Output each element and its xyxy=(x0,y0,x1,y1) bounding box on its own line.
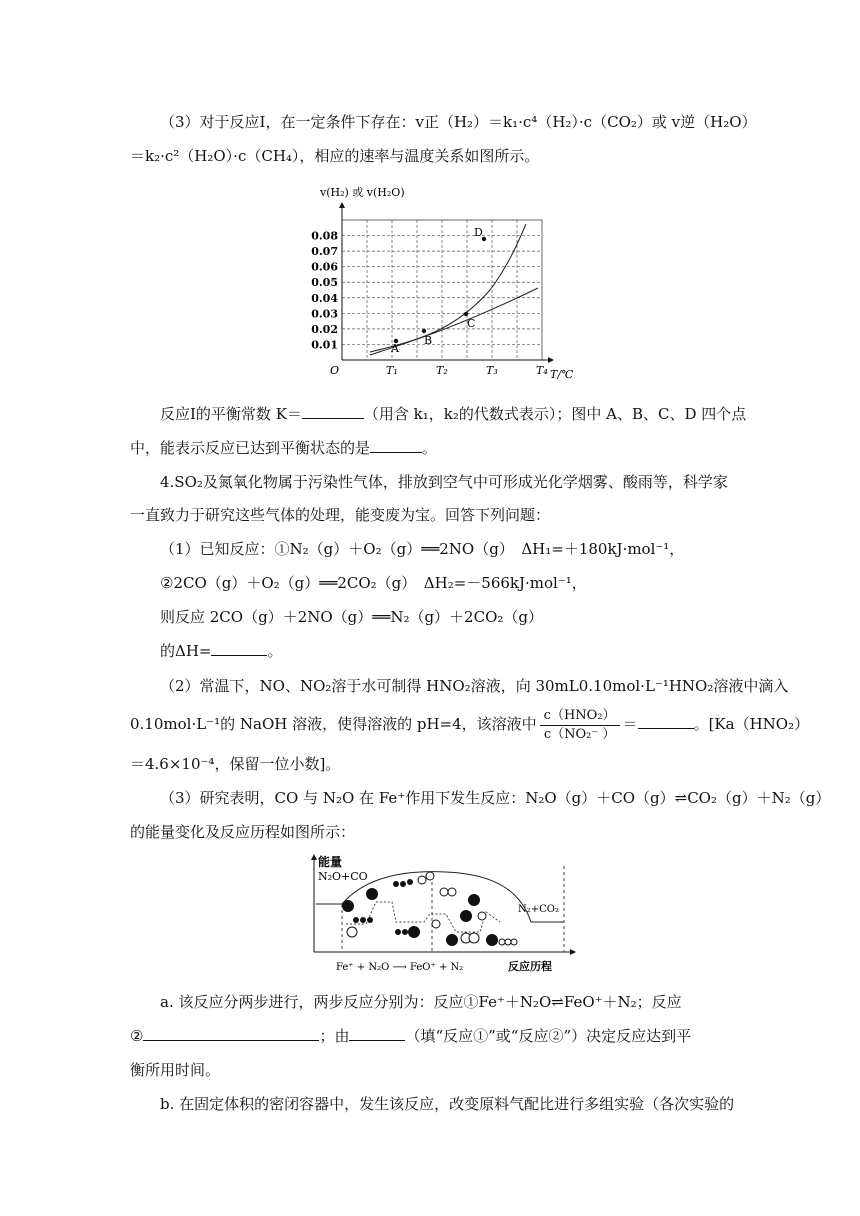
chart-y-tick-label: 0.06 xyxy=(311,260,338,274)
chart-y-tick-label: 0.08 xyxy=(311,229,338,243)
chart-y-tick-label: 0.03 xyxy=(311,307,338,321)
answer-blank-equilibrium-point[interactable] xyxy=(370,438,422,453)
answer-blank-k[interactable] xyxy=(302,404,364,419)
energy-profile-diagram xyxy=(296,852,580,974)
equilibrium-question-text: 中，能表示反应已达到平衡状态的是 xyxy=(130,439,371,457)
q4-part3-line2: 的能量变化及反应历程如图所示： xyxy=(130,823,356,841)
chart-x-tick-label: T₁ xyxy=(386,364,398,377)
q4-part1-line3: 则反应 2CO（g）＋2NO（g）══N₂（g）＋2CO₂（g） xyxy=(160,608,543,626)
k-question-text-a: 反应Ⅰ的平衡常数 K＝ xyxy=(160,405,302,423)
equilibrium-question-end: 。 xyxy=(422,439,438,457)
chart-xlabel: T/℃ xyxy=(550,368,574,380)
answer-blank-ratio[interactable] xyxy=(638,714,694,729)
k-question-text-b: （用含 k₁，k₂的代数式表示）；图中 A、B、C、D 四个点 xyxy=(363,405,747,423)
answer-blank-rate-determining[interactable] xyxy=(349,1026,405,1041)
part-a-line2 xyxy=(130,1026,691,1046)
chart-y-tick-label: 0.07 xyxy=(311,245,338,259)
chart-point-b xyxy=(422,329,426,333)
q4-part3-line1: （3）研究表明，CO 与 N₂O 在 Fe⁺作用下发生反应：N₂O（g）＋CO（g）⇌CO₂（g）＋N₂（g） xyxy=(160,789,831,807)
chart-curve-v-h2 xyxy=(370,224,526,352)
q4-part1-line2: ②2CO（g）＋O₂（g）══2CO₂（g） ΔH₂=－566kJ·mol⁻¹， xyxy=(160,574,587,592)
energy-x-arrow-icon xyxy=(570,949,576,955)
chart-origin-label: O xyxy=(330,364,340,377)
q3-line1: （3）对于反应Ⅰ，在一定条件下存在：v正（H₂）＝k₁·c⁴（H₂）·c（CO₂）或 v逆（H₂O） xyxy=(160,113,757,131)
q4-intro-line2: 一直致力于研究这些气体的处理，能变废为宝。回答下列问题： xyxy=(130,506,551,524)
energy-xlabel: 反应历程 xyxy=(508,960,552,973)
reaction-2-label: ② xyxy=(130,1027,144,1045)
chart-y-ticks xyxy=(311,230,338,352)
reaction-pathway xyxy=(346,902,500,932)
rate-determining-text: ；由 xyxy=(319,1027,350,1045)
chart-y-tick-label: 0.02 xyxy=(311,322,338,336)
q4-part1-line4 xyxy=(160,641,283,661)
chart-point-c xyxy=(464,312,468,316)
delta-h-label: 的ΔH= xyxy=(160,642,212,660)
answer-blank-reaction-2[interactable] xyxy=(143,1026,319,1041)
q4-part1-line1: （1）已知反应：①N₂（g）＋O₂（g）══2NO（g） ΔH₁=＋180kJ·mol⁻¹， xyxy=(160,540,685,558)
ratio-question-text: 0.10mol·L⁻¹的 NaOH 溶液，使得溶液的 pH=4，该溶液中 xyxy=(130,715,537,733)
chart-x-tick-label: T₂ xyxy=(436,364,448,377)
chart-point-label-a: A xyxy=(391,342,399,355)
q4-intro-line1: 4.SO₂及氮氧化物属于污染性气体，排放到空气中可形成光化学烟雾、酸雨等，科学家 xyxy=(160,473,728,491)
chart-ylabel: v(H₂) 或 v(H₂O) xyxy=(320,186,405,199)
q3-line2: ＝k₂·c²（H₂O）·c（CH₄），相应的速率与温度关系如图所示。 xyxy=(130,147,540,165)
delta-h-end: 。 xyxy=(267,642,283,660)
energy-y-arrow-icon xyxy=(311,854,317,860)
chart-y-arrow-icon xyxy=(339,202,345,208)
chart-y-tick-label: 0.01 xyxy=(311,338,338,352)
q4-part2-line1: （2）常温下，NO、NO₂溶于水可制得 HNO₂溶液，向 30mL0.10mol·L⁻¹HNO₂溶液中滴入 xyxy=(160,677,789,695)
chart-x-arrow-icon xyxy=(548,357,554,363)
energy-step-label: Fe⁺ + N₂O ⟶ FeO⁺ + N₂ xyxy=(336,962,464,973)
rate-determining-hint: （填“反应①”或“反应②”）决定反应达到平 xyxy=(405,1027,692,1045)
answer-blank-delta-h[interactable] xyxy=(211,641,267,656)
energy-reactants-label: N₂O+CO xyxy=(318,870,368,883)
energy-ylabel: 能量 xyxy=(318,855,343,869)
chart-y-tick-label: 0.05 xyxy=(311,276,338,290)
part-b-line1: b. 在固定体积的密闭容器中，发生该反应，改变原料气配比进行多组实验（各次实验的 xyxy=(160,1095,735,1113)
part-a-line1: a. 该反应分两步进行，两步反应分别为：反应①Fe⁺＋N₂O⇌FeO⁺＋N₂；反应 xyxy=(160,993,682,1011)
chart-point-label-d: D xyxy=(474,226,483,239)
k-question-line1 xyxy=(160,404,746,424)
part-a-line3: 衡所用时间。 xyxy=(130,1061,221,1079)
q4-part2-line3: ＝4.6×10⁻⁴，保留一位小数]。 xyxy=(130,755,341,773)
chart-x-ticks xyxy=(386,364,548,377)
chart-point-label-c: C xyxy=(467,317,476,330)
energy-products-label: N₂+CO₂ xyxy=(518,904,559,915)
rate-temperature-chart xyxy=(300,180,590,380)
q4-part2-line2 xyxy=(130,704,809,744)
k-question-line2 xyxy=(130,438,437,458)
fraction-numerator: c（HNO₂） xyxy=(540,707,620,726)
concentration-ratio-fraction xyxy=(540,707,620,744)
chart-x-tick-label: T₃ xyxy=(486,364,498,377)
chart-y-tick-label: 0.04 xyxy=(311,291,338,305)
molecule-icons xyxy=(342,872,517,946)
equals-sign: ＝ xyxy=(622,715,638,733)
fraction-denominator: c（NO₂⁻ ） xyxy=(543,726,616,742)
chart-point-label-b: B xyxy=(424,334,433,347)
chart-grid xyxy=(342,220,542,360)
ka-text: 。[Ka（HNO₂） xyxy=(693,715,810,733)
chart-x-tick-label: T₄ xyxy=(536,364,548,377)
